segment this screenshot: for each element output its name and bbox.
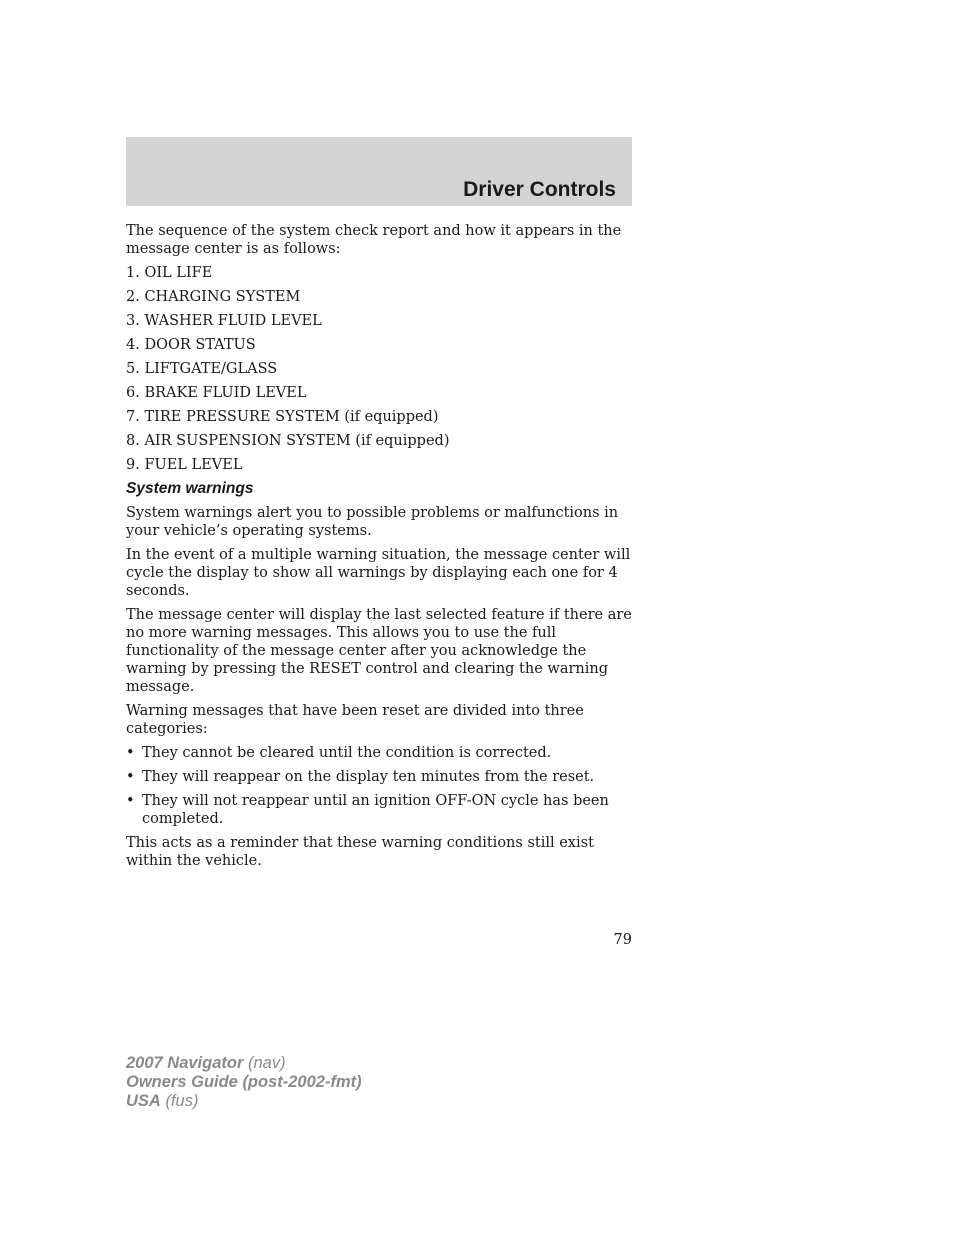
sequence-item: 3. WASHER FLUID LEVEL [126,313,322,329]
page-number: 79 [613,932,632,948]
footer-line-guide [126,1073,362,1092]
sequence-item: 4. DOOR STATUS [126,337,256,353]
system-warnings-heading: System warnings [126,480,254,497]
bullet-text: They cannot be cleared until the condition is corrected. [142,745,552,761]
bullet-text: They will not reappear until an ignition OFF-ON cycle has been completed. [142,793,609,827]
sequence-item: 5. LIFTGATE/GLASS [126,361,278,377]
footer-line-model [126,1054,362,1073]
warnings-paragraph: The message center will display the last selected feature if there are no more warning messages. This allows you to use the full functionality of the message center after you acknowledge the warning by pressing the RESET control and clearing the warning message. [126,607,632,695]
sequence-item: 8. AIR SUSPENSION SYSTEM (if equipped) [126,433,450,449]
warnings-paragraph: Warning messages that have been reset are divided into three categories: [126,703,584,737]
bullet-item [126,768,632,786]
section-title: Driver Controls [463,178,616,201]
footer-model-name: 2007 Navigator [126,1054,244,1072]
sequence-item: 2. CHARGING SYSTEM [126,289,301,305]
footer-market-name: USA [126,1092,161,1110]
footer-model-code: (nav) [248,1054,286,1072]
sequence-item: 9. FUEL LEVEL [126,457,243,473]
intro-paragraph: The sequence of the system check report and how it appears in the message center is as follows: [126,223,622,257]
bullet-item [126,792,632,828]
sequence-item: 1. OIL LIFE [126,265,213,281]
footer-market-code: (fus) [165,1092,199,1110]
document-footer [126,1054,362,1111]
sequence-item: 7. TIRE PRESSURE SYSTEM (if equipped) [126,409,439,425]
warning-categories-list [126,744,632,828]
bullet-text: They will reappear on the display ten minutes from the reset. [142,769,595,785]
sequence-item: 6. BRAKE FLUID LEVEL [126,385,307,401]
warnings-paragraph: In the event of a multiple warning situation, the message center will cycle the display to show all warnings by displaying each one for 4 seconds. [126,547,631,599]
sequence-list [126,264,632,474]
section-header-band [126,137,632,206]
bullet-icon: • [126,793,135,809]
footer-line-market [126,1092,362,1111]
bullet-item [126,744,632,762]
page-content [126,222,632,876]
closing-paragraph: This acts as a reminder that these warning conditions still exist within the vehicle. [126,835,594,869]
footer-guide-name: Owners Guide (post-2002-fmt) [126,1073,362,1091]
warnings-paragraph: System warnings alert you to possible problems or malfunctions in your vehicle’s operating systems. [126,505,619,539]
bullet-icon: • [126,769,135,785]
bullet-icon: • [126,745,135,761]
